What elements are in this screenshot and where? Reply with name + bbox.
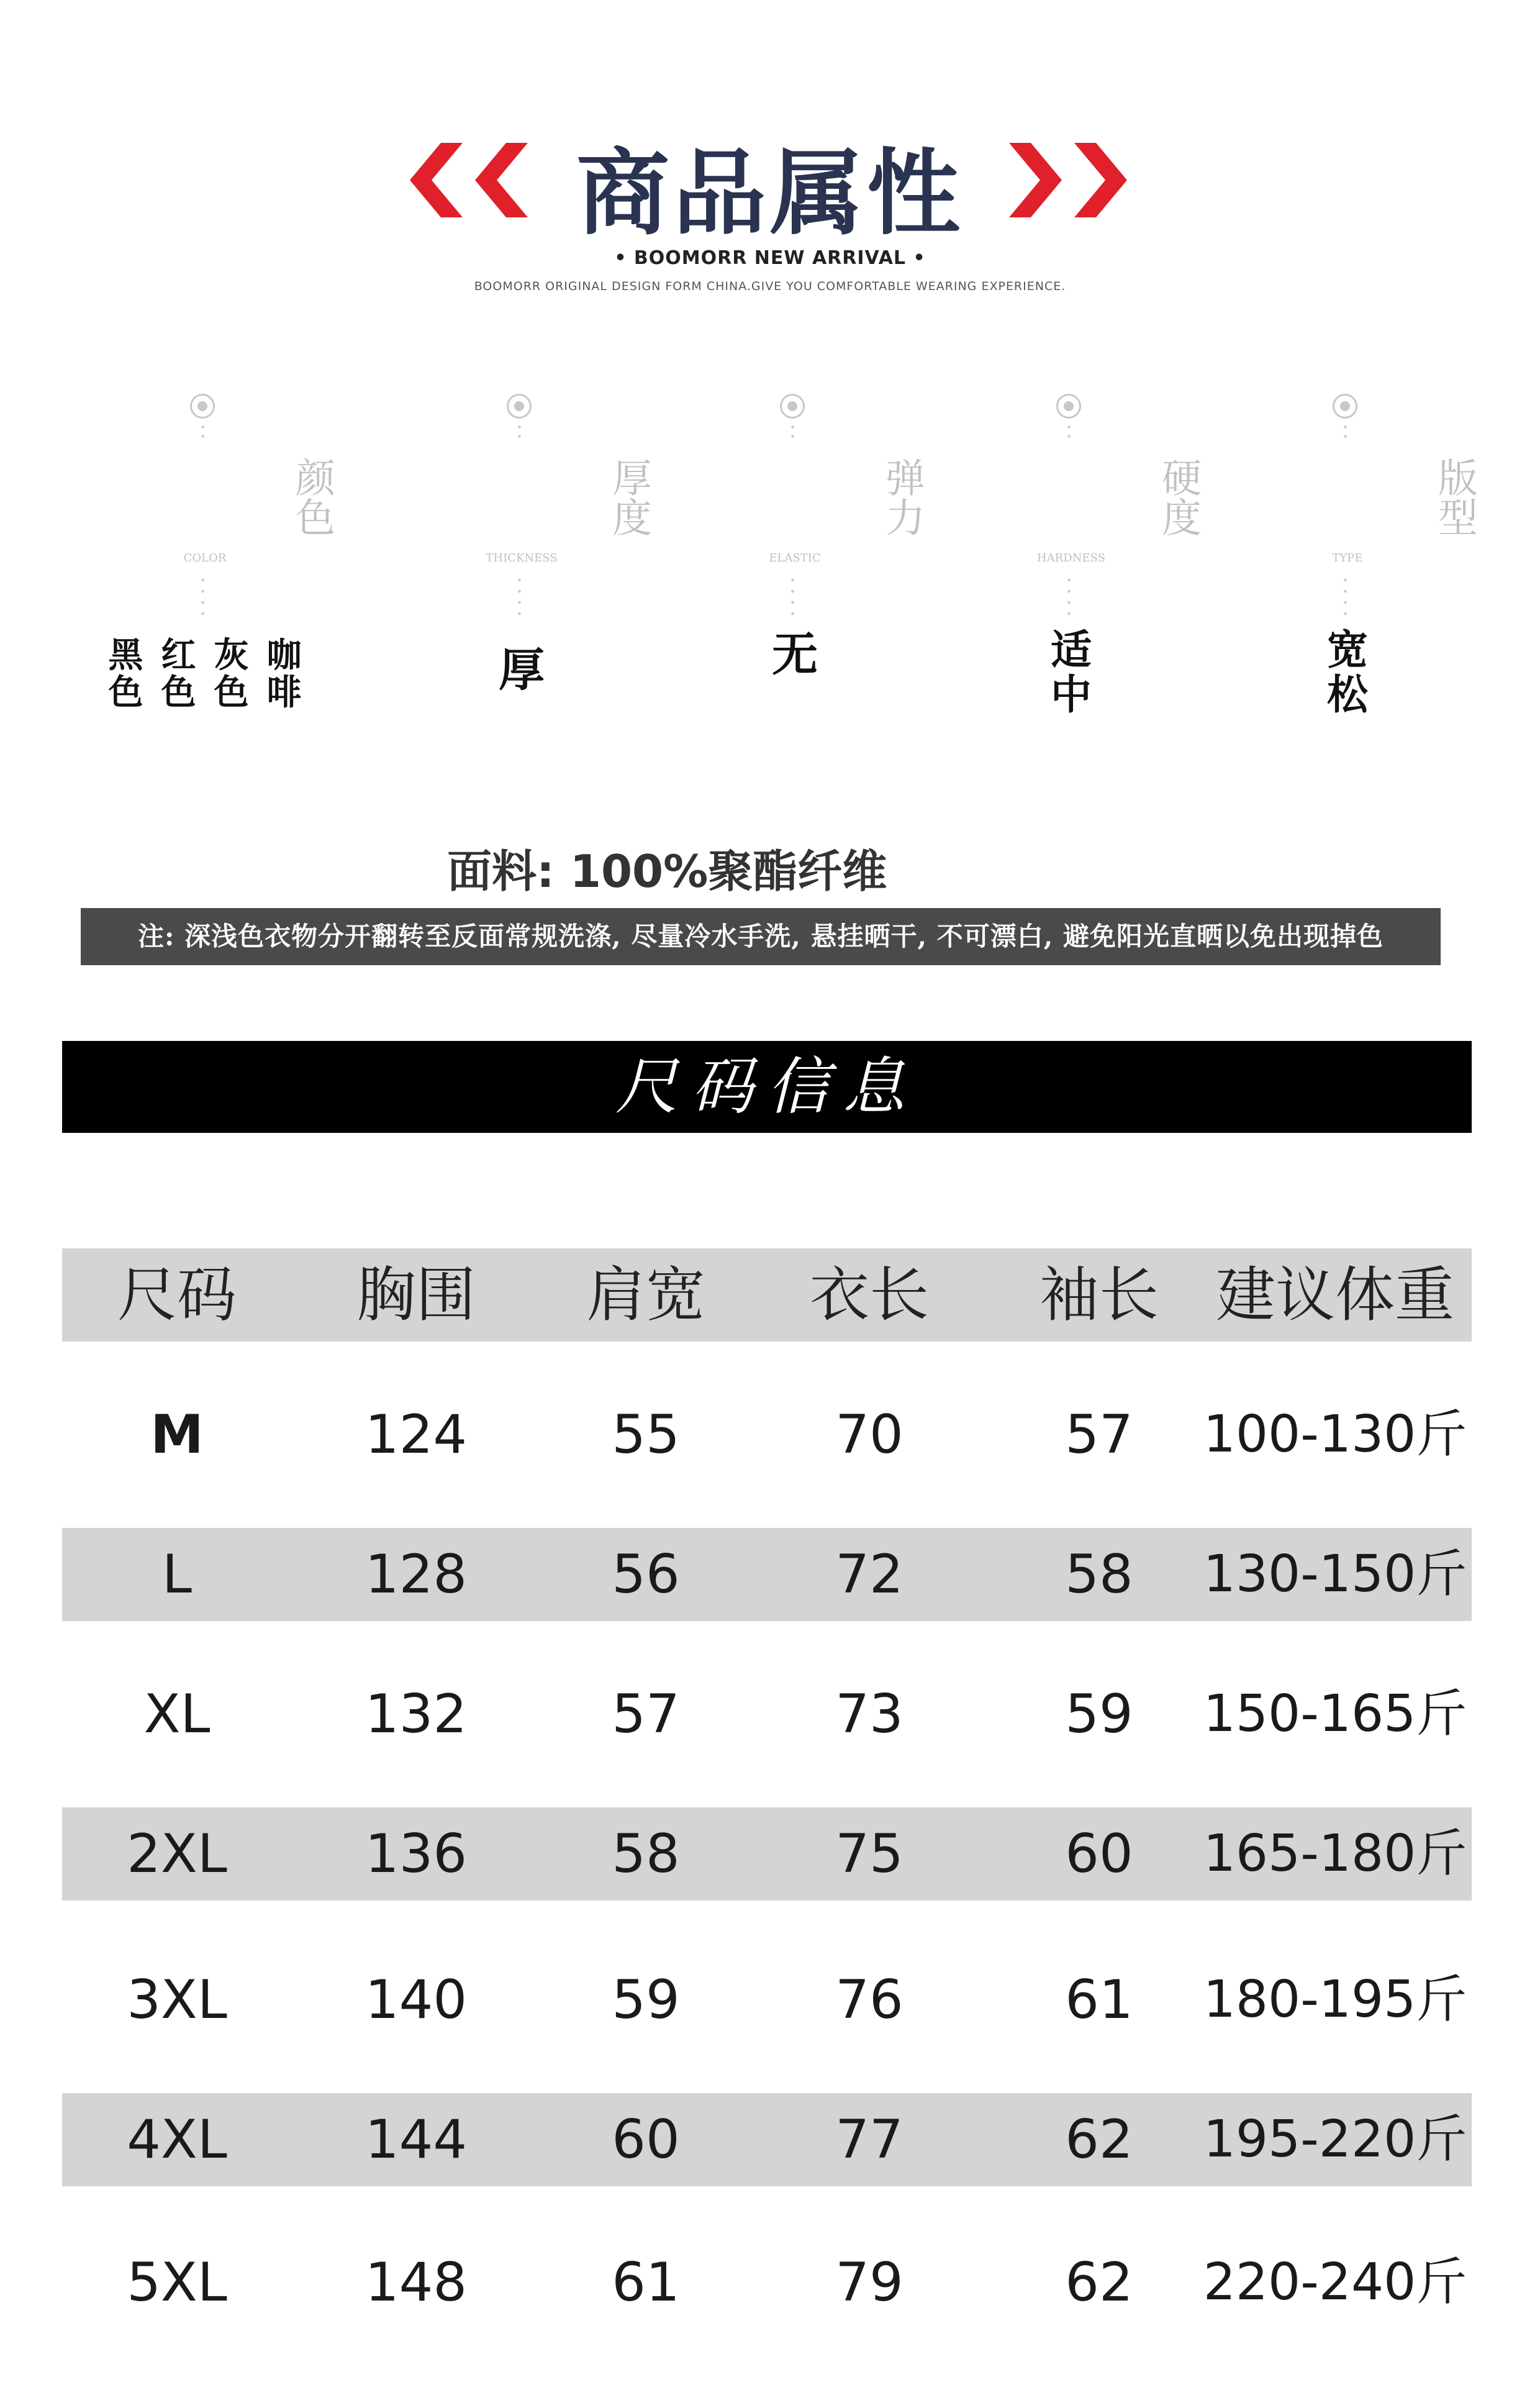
size-cell: XL: [143, 1683, 211, 1745]
table-cell: 73: [835, 1683, 904, 1745]
attribute-name: 厚度: [605, 457, 651, 537]
size-cell: M: [150, 1404, 204, 1466]
table-cell: 128: [365, 1543, 468, 1606]
table-header-row: [62, 1248, 1472, 1342]
table-cell: 136: [365, 1823, 468, 1885]
table-cell: 100-130斤: [1203, 1405, 1467, 1464]
table-cell: 62: [1065, 2109, 1133, 2171]
size-cell: L: [162, 1543, 192, 1606]
double-chevron-left-icon: [404, 143, 534, 217]
column-header: 衣长: [810, 1260, 929, 1330]
circle-dot-icon: [1056, 394, 1081, 419]
table-cell: 57: [612, 1683, 680, 1745]
size-cell: 2XL: [127, 1823, 227, 1885]
column-header: 建议体重: [1216, 1260, 1454, 1330]
table-cell: 57: [1065, 1404, 1133, 1466]
table-cell: 130-150斤: [1203, 1545, 1467, 1604]
column-header: 尺码: [117, 1260, 237, 1330]
attribute-en: HARDNESS: [1037, 552, 1105, 565]
table-cell: 60: [1065, 1823, 1133, 1885]
table-cell: 195-220斤: [1203, 2110, 1467, 2169]
attribute-thickness: [391, 385, 652, 733]
size-banner: [62, 1041, 1472, 1133]
size-cell: 4XL: [127, 2109, 227, 2171]
table-cell: 62: [1065, 2251, 1133, 2314]
attribute-color: [75, 385, 335, 733]
table-cell: 140: [365, 1969, 468, 2031]
table-row: [62, 2093, 1472, 2186]
attribute-name: 版型: [1431, 457, 1477, 537]
attribute-value: 宽松: [1327, 625, 1368, 719]
table-row: [62, 1388, 1472, 1481]
column-header: 袖长: [1040, 1260, 1159, 1330]
color-value: 黑色: [108, 635, 143, 713]
column-header: 肩宽: [586, 1260, 705, 1330]
table-cell: 58: [1065, 1543, 1133, 1606]
table-cell: 79: [835, 2251, 904, 2314]
attribute-value: 无: [772, 628, 818, 681]
table-row: [62, 1807, 1472, 1901]
attribute-hardness: [941, 385, 1202, 733]
table-row: [62, 1953, 1472, 2047]
section-title: 商品属性: [576, 139, 964, 248]
care-note: 注: 深浅色衣物分开翻转至反面常规洗涤, 尽量冷水手洗, 悬挂晒干, 不可漂白, 避免阳光直晒以免出现掉色: [81, 908, 1441, 965]
attribute-name: 弹力: [879, 457, 925, 537]
double-chevron-right-icon: [1003, 143, 1133, 217]
table-cell: 220-240斤: [1203, 2253, 1467, 2312]
size-cell: 3XL: [127, 1969, 227, 2031]
size-cell: 5XL: [127, 2251, 227, 2314]
table-cell: 76: [835, 1969, 904, 2031]
circle-dot-icon: [190, 394, 215, 419]
table-cell: 180-195斤: [1203, 1970, 1467, 2029]
attribute-elastic: [664, 385, 925, 733]
attribute-value: 厚: [499, 643, 545, 697]
attribute-en: ELASTIC: [769, 552, 821, 565]
attribute-type: [1217, 385, 1478, 733]
table-cell: 59: [612, 1969, 680, 2031]
attribute-name: 颜色: [289, 457, 335, 537]
table-cell: 144: [365, 2109, 468, 2171]
table-row: [62, 1668, 1472, 1761]
size-banner-title: 尺码信息: [615, 1050, 918, 1123]
table-cell: 61: [612, 2251, 680, 2314]
table-cell: 77: [835, 2109, 904, 2171]
table-row: [62, 1528, 1472, 1621]
attribute-name: 硬度: [1155, 457, 1201, 537]
table-cell: 56: [612, 1543, 680, 1606]
table-cell: 72: [835, 1543, 904, 1606]
table-cell: 59: [1065, 1683, 1133, 1745]
color-value: 咖啡: [266, 635, 302, 713]
circle-dot-icon: [1333, 394, 1357, 419]
attribute-en: COLOR: [183, 552, 227, 565]
circle-dot-icon: [507, 394, 532, 419]
color-value: 红色: [161, 635, 196, 713]
table-cell: 58: [612, 1823, 680, 1885]
table-cell: 70: [835, 1404, 904, 1466]
circle-dot-icon: [780, 394, 805, 419]
table-cell: 148: [365, 2251, 468, 2314]
fabric-info: 面料: 100%聚酯纤维: [447, 845, 887, 897]
table-row: [62, 2236, 1472, 2329]
color-value: 灰色: [214, 635, 249, 713]
table-cell: 165-180斤: [1203, 1824, 1467, 1883]
table-cell: 75: [835, 1823, 904, 1885]
column-header: 胸围: [356, 1260, 476, 1330]
attribute-en: TYPE: [1332, 552, 1363, 565]
color-values: [99, 637, 310, 711]
table-cell: 61: [1065, 1969, 1133, 2031]
table-cell: 132: [365, 1683, 468, 1745]
brand-tagline: BOOMORR ORIGINAL DESIGN FORM CHINA.GIVE YOU COMFORTABLE WEARING EXPERIENCE.: [474, 279, 1066, 293]
table-cell: 124: [365, 1404, 468, 1466]
attribute-en: THICKNESS: [486, 552, 558, 565]
table-cell: 60: [612, 2109, 680, 2171]
table-cell: 55: [612, 1404, 680, 1466]
table-cell: 150-165斤: [1203, 1684, 1467, 1743]
brand-subtitle: • BOOMORR NEW ARRIVAL •: [614, 247, 926, 269]
attribute-value: 适中: [1051, 625, 1092, 719]
